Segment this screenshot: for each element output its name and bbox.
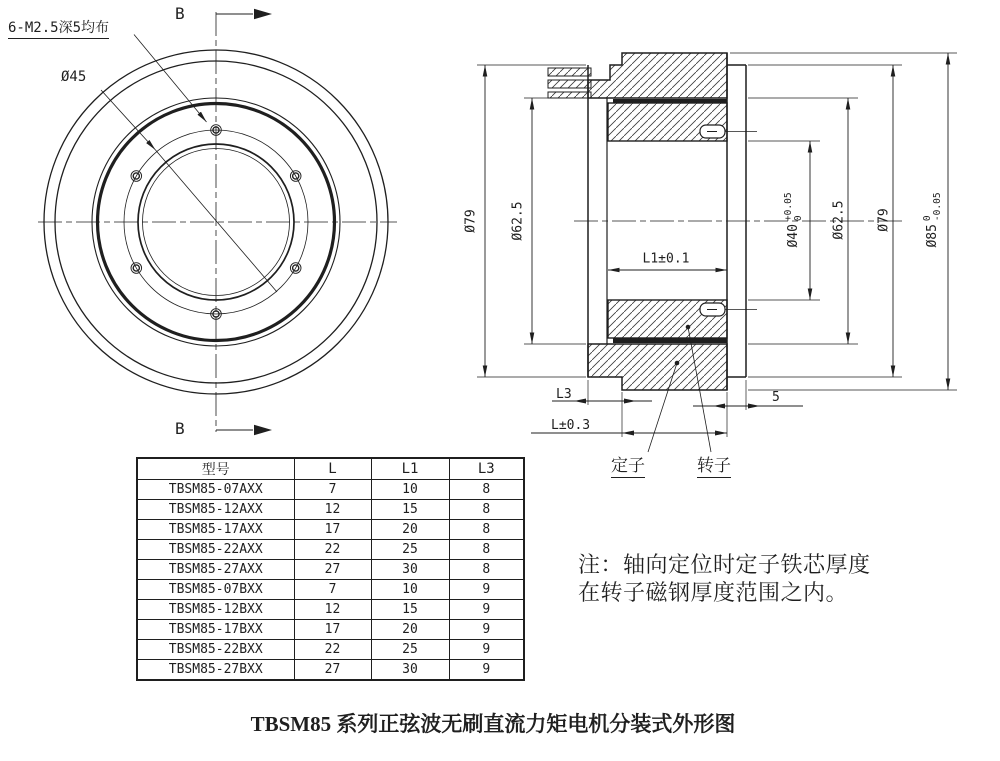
section-marker-b-bottom: B (175, 419, 185, 438)
dia85-tol-lower: -0.05 (932, 192, 943, 222)
dim-l-tol: L±0.3 (551, 418, 591, 433)
drawing-caption: TBSM85 系列正弦波无刷直流力矩电机分装式外形图 (250, 712, 736, 736)
table-cell: TBSM85-12BXX (137, 600, 294, 620)
section-marker-b-top: B (175, 4, 185, 23)
section-arrow-top (216, 9, 272, 19)
dim-dia79-right: Ø79 (876, 208, 892, 232)
dim-wall-5: 5 (772, 390, 780, 405)
dim-dia85-tolerance (923, 192, 943, 221)
table-cell: 20 (371, 620, 449, 640)
table-cell: 20 (371, 520, 449, 540)
table-cell: 8 (449, 560, 524, 580)
table-cell: 12 (294, 600, 371, 620)
table-cell: 27 (294, 560, 371, 580)
stator-label: 定子 (611, 451, 645, 478)
table-cell: 27 (294, 660, 371, 681)
dim-l1: L1±0.1 (642, 251, 690, 267)
table-header-cell: L3 (449, 458, 524, 480)
table-cell: 25 (371, 640, 449, 660)
table-row (137, 560, 524, 580)
drawing-note (578, 551, 871, 607)
table-cell: 8 (449, 480, 524, 500)
table-row (137, 600, 524, 620)
note-line-1: 注：轴向定位时定子铁芯厚度 (578, 552, 871, 577)
table-cell: 9 (449, 620, 524, 640)
table-row (137, 520, 524, 540)
table-header-row (137, 458, 524, 480)
table-cell: 9 (449, 600, 524, 620)
table-cell: 9 (449, 660, 524, 681)
table-cell: 25 (371, 540, 449, 560)
dia40-tol-lower: 0 (793, 215, 804, 222)
table-row (137, 640, 524, 660)
dim-dia85 (923, 192, 943, 247)
table-cell: 8 (449, 520, 524, 540)
table-cell: 22 (294, 540, 371, 560)
table-cell: TBSM85-17AXX (137, 520, 294, 540)
table-row (137, 580, 524, 600)
dim-dia40-main: Ø40 (786, 224, 802, 248)
front-view-line-art (38, 9, 397, 435)
dia85-tol-upper: 0 (922, 215, 934, 222)
rotor-label: 转子 (697, 451, 731, 478)
dim-dia62-left: Ø62.5 (510, 201, 526, 241)
table-cell: TBSM85-22BXX (137, 640, 294, 660)
note-line-2: 在转子磁钢厚度范围之内。 (578, 580, 849, 605)
bolt-circle-dia-label: Ø45 (61, 69, 87, 85)
table-cell: 7 (294, 580, 371, 600)
table-cell: TBSM85-07BXX (137, 580, 294, 600)
table-cell: 17 (294, 520, 371, 540)
table-cell: 15 (371, 600, 449, 620)
table-header-cell: 型号 (137, 458, 294, 480)
table-row (137, 500, 524, 520)
section-arrow-bottom (216, 425, 272, 435)
table-cell: 8 (449, 500, 524, 520)
table-cell: 7 (294, 480, 371, 500)
table-cell: TBSM85-17BXX (137, 620, 294, 640)
table-cell: TBSM85-27AXX (137, 560, 294, 580)
table-cell: TBSM85-22AXX (137, 540, 294, 560)
rotor-key-top (700, 125, 757, 138)
table-row (137, 480, 524, 500)
dim-dia85-main: Ø85 (925, 224, 941, 248)
dim-dia40-tolerance (784, 192, 804, 221)
table-cell: TBSM85-12AXX (137, 500, 294, 520)
table-cell: 17 (294, 620, 371, 640)
dimension-table (136, 457, 525, 681)
table-cell: 30 (371, 560, 449, 580)
table-cell: 30 (371, 660, 449, 681)
table-row (137, 660, 524, 681)
table-cell: 22 (294, 640, 371, 660)
dia40-tol-upper: +0.05 (783, 192, 795, 222)
rotor-key-bottom (700, 303, 757, 316)
table-cell: 12 (294, 500, 371, 520)
table-cell: 8 (449, 540, 524, 560)
table-cell: 15 (371, 500, 449, 520)
table-row (137, 540, 524, 560)
table-cell: 10 (371, 480, 449, 500)
dim-dia40 (784, 192, 804, 247)
table-cell: TBSM85-07AXX (137, 480, 294, 500)
dim-l3: L3 (556, 387, 572, 402)
dim-dia79-left: Ø79 (463, 209, 479, 233)
table-row (137, 620, 524, 640)
table-cell: 10 (371, 580, 449, 600)
table-cell: 9 (449, 640, 524, 660)
hole-pattern-note: 6-M2.5深5均布 (8, 17, 109, 39)
table-header-cell: L1 (371, 458, 449, 480)
section-view-line-art (477, 53, 957, 452)
table-cell: 9 (449, 580, 524, 600)
table-cell: TBSM85-27BXX (137, 660, 294, 681)
dim-dia62-right: Ø62.5 (831, 200, 847, 240)
table-header-cell: L (294, 458, 371, 480)
